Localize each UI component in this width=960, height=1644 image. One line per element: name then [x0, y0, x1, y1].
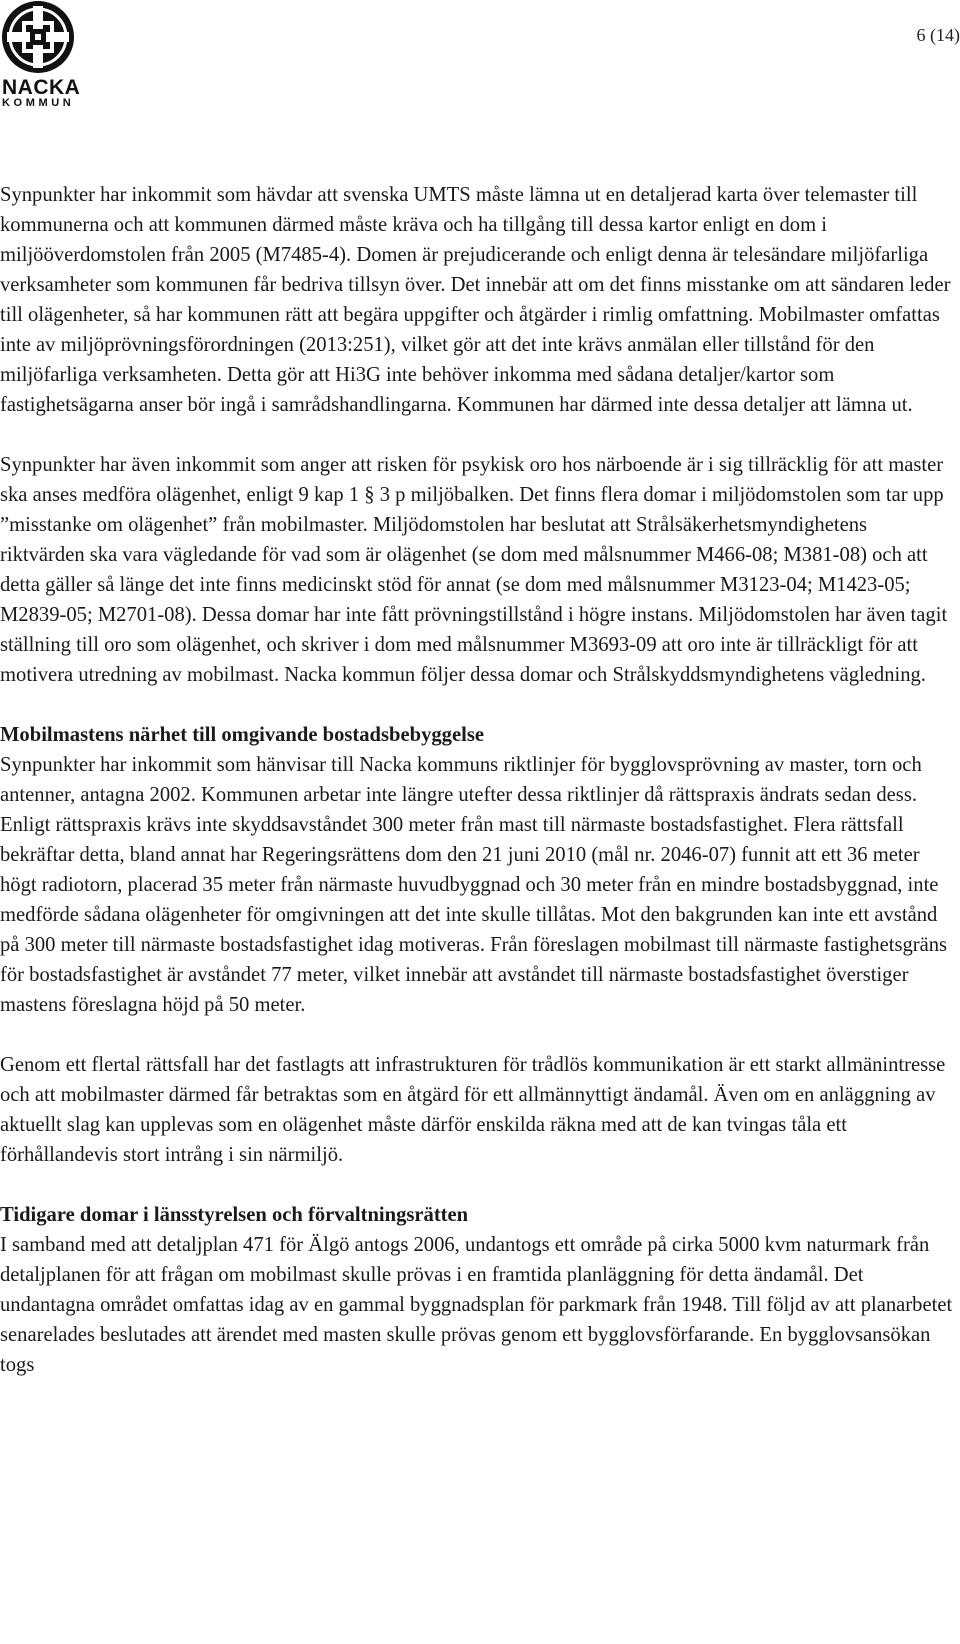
- section-heading-previous-rulings: Tidigare domar i länsstyrelsen och förvaltningsrätten: [0, 1204, 469, 1226]
- paragraph-psychological-concern: Synpunkter har även inkommit som anger att risken för psykisk oro hos närboende är i sig tillräcklig för att master ska anses medföra olägenhet, enligt 9 kap 1 § 3 p miljöbalken. Det finns flera domar i miljödomstolen som tar upp ”misstanke om olägenhet” från mobilmaster. Miljödomstolen har beslutat att Strålsäkerhetsmyndighetens riktvärden ska vara vägledande för vad som är olägenhet (se dom med målsnummer M466-08; M381-08) och att detta gäller så länge det inte finns medicinskt stöd för annat (se dom med målsnummer M3123-04; M1423-05; M2839-05; M2701-08). Dessa domar har inte fått prövningstillstånd i högre instans. Miljödomstolen har även tagit ställning till oro som olägenhet, och skriver i dom med målsnummer M3693-09 att oro inte är tillräckligt för att motivera utredning av mobilmast. Nacka kommun följer dessa domar och Strålskyddsmyndighetens vägledning.: [0, 454, 948, 686]
- paragraph-guidelines: Synpunkter har inkommit som hänvisar till Nacka kommuns riktlinjer för bygglovsprövning av master, torn och antenner, antagna 2002. Kommunen arbetar inte längre utefter dessa riktlinjer då rättspraxis ändrats sedan dess. Enligt rättspraxis krävs inte skyddsavståndet 300 meter från mast till närmaste bostadsfastighet. Flera rättsfall bekräftar detta, bland annat har Regeringsrättens dom den 21 juni 2010 (mål nr. 2046-07) funnit att ett 36 meter högt radiotorn, placerad 35 meter från närmaste huvudbyggnad och 30 meter från en mindre bostadsbyggnad, inte medförde sådana olägenheter för omgivningen att det inte skulle tillåtas. Mot den bakgrunden kan inte ett avstånd på 300 meter till närmaste bostadsfastighet idag motiveras. Från föreslagen mobilmast till närmaste fastighetsgräns för bostadsfastighet är avståndet 77 meter, vilket innebär att avståndet till närmaste bostadsfastighet överstiger mastens föreslagna höjd på 50 meter.: [0, 754, 948, 1016]
- paragraph-umts-maps: Synpunkter har inkommit som hävdar att svenska UMTS måste lämna ut en detaljerad karta över telemaster till kommunerna och att kommunen därmed måste kräva och ha tillgång till dessa kartor enligt en dom i miljööverdomstolen från 2005 (M7485-4). Domen är prejudicerande och enligt denna är telesändare miljöfarliga verksamheter som kommunen får bedriva tillsyn över. Det innebär att om det finns misstanke om att sändaren leder till olägenheter, så har kommunen rätt att begära uppgifter och åtgärder i rimlig omfattning. Mobilmaster omfattas inte av miljöprövningsförordningen (2013:251), vilket gör att det inte krävs anmälan eller tillstånd för den miljöfarliga verksamheten. Detta gör att Hi3G inte behöver inkomma med sådana detaljer/kartor som fastighetsägarna anser bör ingå i samrådshandlingarna. Kommunen har därmed inte dessa detaljer att lämna ut.: [0, 184, 951, 416]
- page-number: 6 (14): [916, 25, 960, 45]
- document-body: [0, 180, 956, 1380]
- logo-subtitle: KOMMUN: [2, 97, 75, 109]
- section-heading-proximity: Mobilmastens närhet till omgivande bostadsbebyggelse: [0, 724, 484, 746]
- nacka-emblem-icon: [0, 0, 80, 78]
- paragraph-detailed-plan: I samband med att detaljplan 471 för Älgö antogs 2006, undantogs ett område på cirka 5000 kvm naturmark från detaljplanen för att frågan om mobilmast skulle prövas i en framtida planläggning för detta ändamål. Det undantagna området omfattas idag av en gammal byggnadsplan för parkmark från 1948. Till följd av att planarbetet senarelades beslutades att ärendet med masten skulle prövas genom ett bygglovsförfarande. En bygglovsansökan togs: [0, 1234, 953, 1376]
- paragraph-public-interest: Genom ett flertal rättsfall har det fastlagts att infrastrukturen för trådlös kommunikation är ett starkt allmänintresse och att mobilmaster därmed får betraktas som en åtgärd för ett allmännyttigt ändamål. Även om en anläggning av aktuellt slag kan upplevas som en olägenhet måste därför enskilda räkna med att de kan tvingas tåla ett förhållandevis stort intrång i sin närmiljö.: [0, 1054, 946, 1166]
- logo-name: NACKA: [2, 76, 81, 99]
- nacka-kommun-logo: [0, 0, 80, 120]
